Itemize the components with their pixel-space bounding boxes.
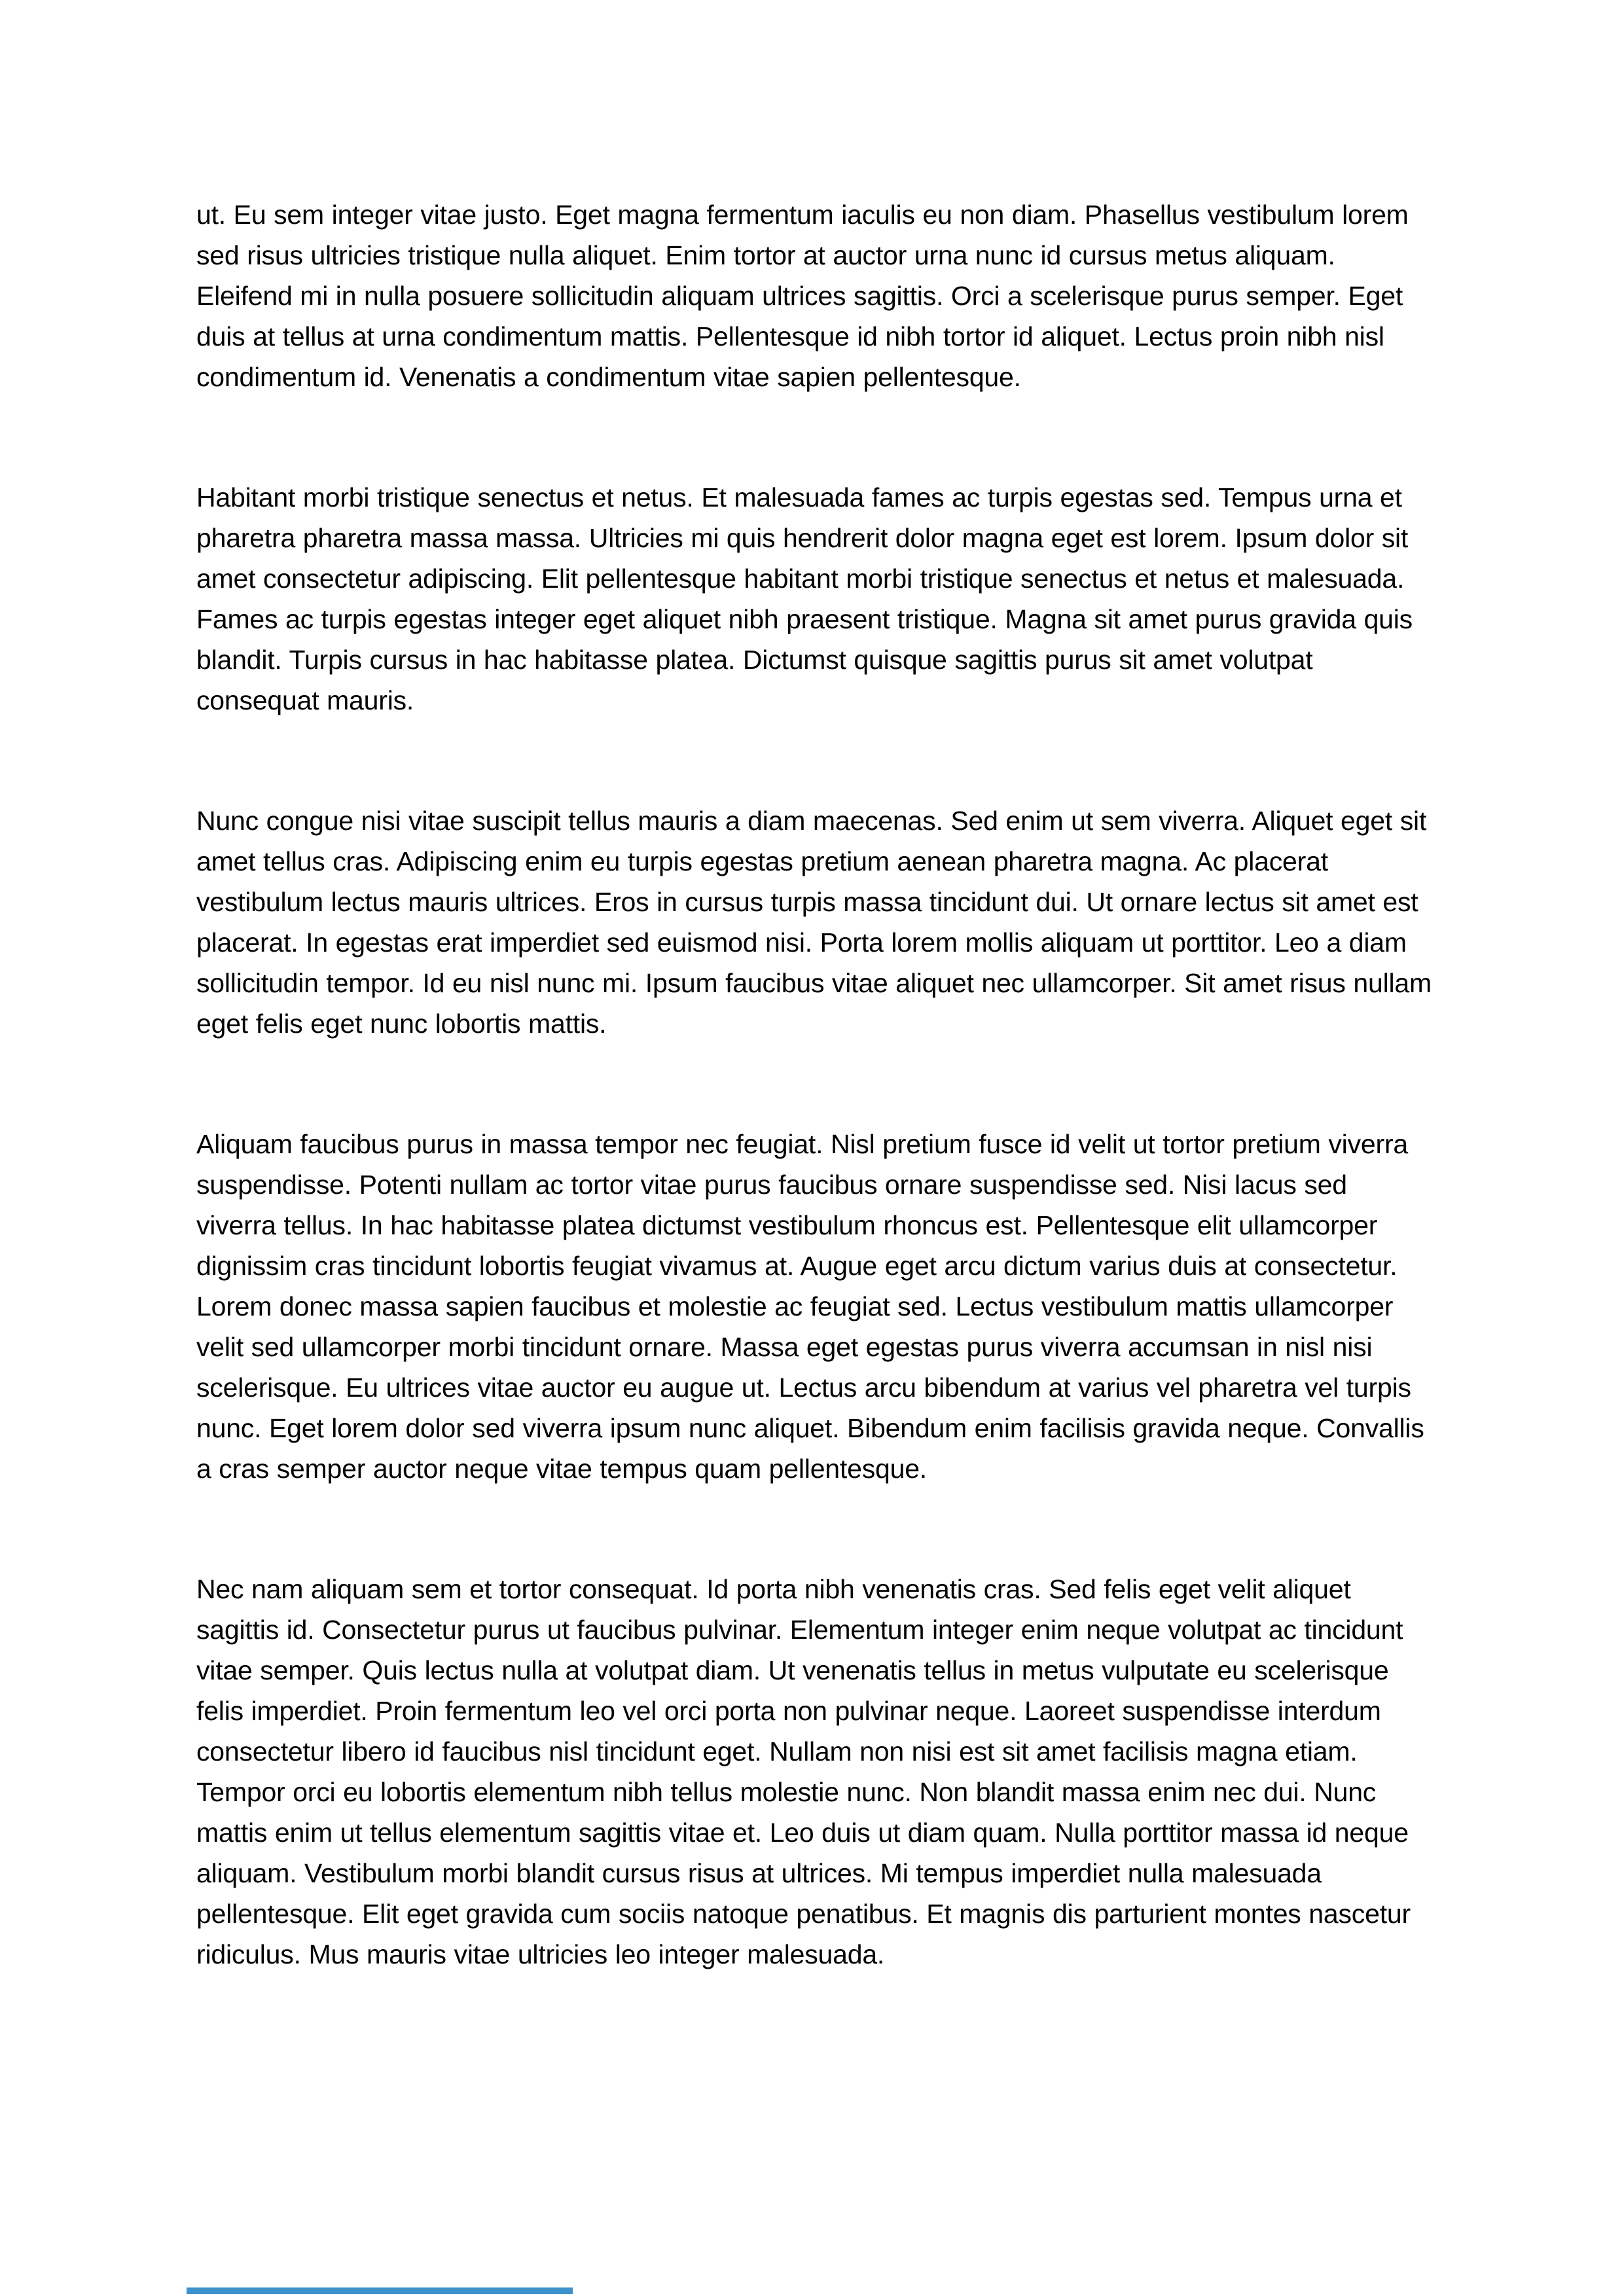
document-body-text xyxy=(196,194,1434,2054)
body-paragraph-1: ut. Eu sem integer vitae justo. Eget magna fermentum iaculis eu non diam. Phasellus vestibulum lorem sed risus ultricies tristique nulla aliquet. Enim tortor at auctor urna nunc id cursus metus aliquam. Eleifend mi in nulla posuere sollicitudin aliquam ultrices sagittis. Orci a scelerisque purus semper. Eget duis at tellus at urna condimentum mattis. Pellentesque id nibh tortor id aliquet. Lectus proin nibh nisl condimentum id. Venenatis a condimentum vitae sapien pellentesque. xyxy=(196,200,1409,392)
footer-accent-bar xyxy=(187,2287,573,2294)
body-paragraph-2: Habitant morbi tristique senectus et netus. Et malesuada fames ac turpis egestas sed. Tempus urna et pharetra pharetra massa massa. Ultricies mi quis hendrerit dolor magna eget est lorem. Ipsum dolor sit amet consectetur adipiscing. Elit pellentesque habitant morbi tristique senectus et netus et malesuada. Fames ac turpis egestas integer eget aliquet nibh praesent tristique. Magna sit amet purus gravida quis blandit. Turpis cursus in hac habitasse platea. Dictumst quisque sagittis purus sit amet volutpat consequat mauris. xyxy=(196,482,1413,715)
body-paragraph-4: Aliquam faucibus purus in massa tempor nec feugiat. Nisl pretium fusce id velit ut tortor pretium viverra suspendisse. Potenti nullam ac tortor vitae purus faucibus ornare suspendisse sed. Nisi lacus sed viverra tellus. In hac habitasse platea dictumst vestibulum rhoncus est. Pellentesque elit ullamcorper dignissim cras tincidunt lobortis feugiat vivamus at. Augue eget arcu dictum varius duis at consectetur. Lorem donec massa sapien faucibus et molestie ac feugiat sed. Lectus vestibulum mattis ullamcorper velit sed ullamcorper morbi tincidunt ornare. Massa eget egestas purus viverra accumsan in nisl nisi scelerisque. Eu ultrices vitae auctor eu augue ut. Lectus arcu bibendum at varius vel pharetra vel turpis nunc. Eget lorem dolor sed viverra ipsum nunc aliquet. Bibendum enim facilisis gravida neque. Convallis a cras semper auctor neque vitae tempus quam pellentesque. xyxy=(196,1129,1424,1484)
body-paragraph-3: Nunc congue nisi vitae suscipit tellus mauris a diam maecenas. Sed enim ut sem viverra. Aliquet eget sit amet tellus cras. Adipiscing enim eu turpis egestas pretium aenean pharetra magna. Ac placerat vestibulum lectus mauris ultrices. Eros in cursus turpis massa tincidunt dui. Ut ornare lectus sit amet est placerat. In egestas erat imperdiet sed euismod nisi. Porta lorem mollis aliquam ut porttitor. Leo a diam sollicitudin tempor. Id eu nisl nunc mi. Ipsum faucibus vitae aliquet nec ullamcorper. Sit amet risus nullam eget felis eget nunc lobortis mattis. xyxy=(196,806,1432,1039)
body-paragraph-5: Nec nam aliquam sem et tortor consequat. Id porta nibh venenatis cras. Sed felis eget velit aliquet sagittis id. Consectetur purus ut faucibus pulvinar. Elementum integer enim neque volutpat ac tincidunt vitae semper. Quis lectus nulla at volutpat diam. Ut venenatis tellus in metus vulputate eu scelerisque felis imperdiet. Proin fermentum leo vel orci porta non pulvinar neque. Laoreet suspendisse interdum consectetur libero id faucibus nisl tincidunt eget. Nullam non nisi est sit amet facilisis magna etiam. Tempor orci eu lobortis elementum nibh tellus molestie nunc. Non blandit massa enim nec dui. Nunc mattis enim ut tellus elementum sagittis vitae et. Leo duis ut diam quam. Nulla porttitor massa id neque aliquam. Vestibulum morbi blandit cursus risus at ultrices. Mi tempus imperdiet nulla malesuada pellentesque. Elit eget gravida cum sociis natoque penatibus. Et magnis dis parturient montes nascetur ridiculus. Mus mauris vitae ultricies leo integer malesuada. xyxy=(196,1574,1411,1969)
